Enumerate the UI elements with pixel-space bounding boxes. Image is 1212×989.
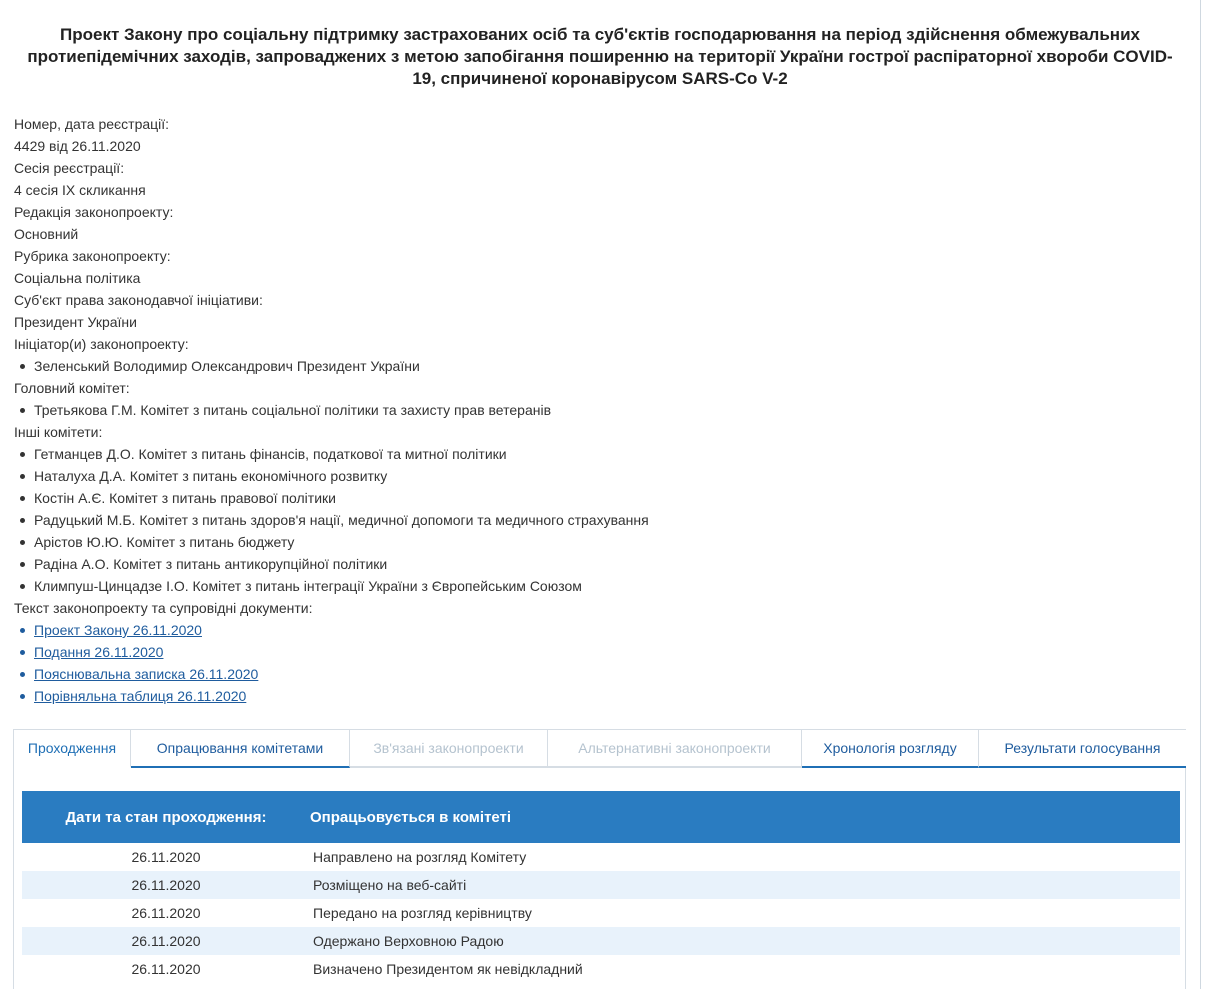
other-committees-label: Інші комітети:: [14, 424, 103, 440]
tab-bar: [14, 730, 1186, 768]
table-header: [22, 791, 1180, 843]
header-status: Опрацьовується в комітеті: [310, 808, 512, 826]
rubric-label: Рубрика законопроекту:: [14, 248, 171, 264]
other-committee-item: Костін А.Є. Комітет з питань правової політики: [14, 487, 1174, 509]
tab-chronology[interactable]: Хронологія розгляду: [802, 730, 979, 768]
table-row: [22, 899, 1180, 927]
table-row: [22, 843, 1180, 871]
row-status: Передано на розгляд керівництву: [313, 905, 532, 921]
header-dates: Дати та стан проходження:: [65, 808, 267, 826]
document-list-item: [14, 685, 1174, 707]
other-committee-item: Радіна А.О. Комітет з питань антикорупційної політики: [14, 553, 1174, 575]
main-committee-label: Головний комітет:: [14, 380, 130, 396]
tab-related-bills[interactable]: Зв'язані законопроекти: [350, 730, 548, 768]
submission-link[interactable]: Подання 26.11.2020: [34, 644, 164, 660]
initiator-item: Зеленський Володимир Олександрович Президент України: [14, 355, 1174, 377]
row-date: 26.11.2020: [131, 905, 201, 921]
row-status: Розміщено на веб-сайті: [313, 877, 467, 893]
bill-text-link[interactable]: Проект Закону 26.11.2020: [34, 622, 202, 638]
subject-label: Суб'єкт права законодавчої ініціативи:: [14, 292, 263, 308]
other-committee-item: Наталуха Д.А. Комітет з питань економічного розвитку: [14, 465, 1174, 487]
other-committee-item: Арістов Ю.Ю. Комітет з питань бюджету: [14, 531, 1174, 553]
row-status: Одержано Верховною Радою: [313, 933, 504, 949]
row-date: 26.11.2020: [131, 933, 201, 949]
bill-info: [14, 113, 1174, 707]
session-value: 4 сесія IX скликання: [14, 182, 146, 198]
registration-value: 4429 від 26.11.2020: [14, 138, 141, 154]
tab-alternative-bills[interactable]: Альтернативні законопроекти: [548, 730, 802, 768]
tab-passage[interactable]: Проходження: [14, 730, 131, 768]
documents-label: Текст законопроекту та супровідні документи:: [14, 600, 313, 616]
edition-value: Основний: [14, 226, 79, 242]
table-row: [22, 955, 1180, 983]
tab-voting-results[interactable]: Результати голосування: [979, 730, 1186, 768]
rubric-value: Соціальна політика: [14, 270, 141, 286]
other-committee-item: Гетманцев Д.О. Комітет з питань фінансів, податкової та митної політики: [14, 443, 1174, 465]
session-label: Сесія реєстрації:: [14, 160, 125, 176]
initiators-label: Ініціатор(и) законопроекту:: [14, 336, 189, 352]
registration-label: Номер, дата реєстрації:: [14, 116, 170, 132]
tab-committee-processing[interactable]: Опрацювання комітетами: [131, 730, 350, 768]
comparison-table-link[interactable]: Порівняльна таблиця 26.11.2020: [34, 688, 247, 704]
subject-value: Президент України: [14, 314, 137, 330]
other-committee-item: Радуцький М.Б. Комітет з питань здоров'я нації, медичної допомоги та медичного страхування: [14, 509, 1174, 531]
passage-table: [22, 791, 1180, 983]
document-list-item: [14, 641, 1174, 663]
explanatory-note-link[interactable]: Пояснювальна записка 26.11.2020: [34, 666, 259, 682]
tabs-panel: [13, 729, 1186, 989]
row-status: Визначено Президентом як невідкладний: [313, 961, 583, 977]
row-status: Направлено на розгляд Комітету: [313, 849, 527, 865]
edition-label: Редакція законопроекту:: [14, 204, 174, 220]
table-row: [22, 927, 1180, 955]
document-list-item: [14, 619, 1174, 641]
main-committee-item: Третьякова Г.М. Комітет з питань соціальної політики та захисту прав ветеранів: [14, 399, 1174, 421]
row-date: 26.11.2020: [131, 849, 201, 865]
document-list-item: [14, 663, 1174, 685]
row-date: 26.11.2020: [131, 961, 201, 977]
table-row: [22, 871, 1180, 899]
row-date: 26.11.2020: [131, 877, 201, 893]
table-body: [22, 843, 1180, 983]
other-committee-item: Климпуш-Цинцадзе І.О. Комітет з питань інтеграції України з Європейським Союзом: [14, 575, 1174, 597]
page-title: Проект Закону про соціальну підтримку застрахованих осіб та суб'єктів господарювання на період здійснення обмежувальних протиепідемічних заходів, запроваджених з метою запобігання поширенню на території України гострої распіраторної хвороби COVID-19, спричиненої коронавірусом SARS-Co V-2: [27, 25, 1173, 88]
